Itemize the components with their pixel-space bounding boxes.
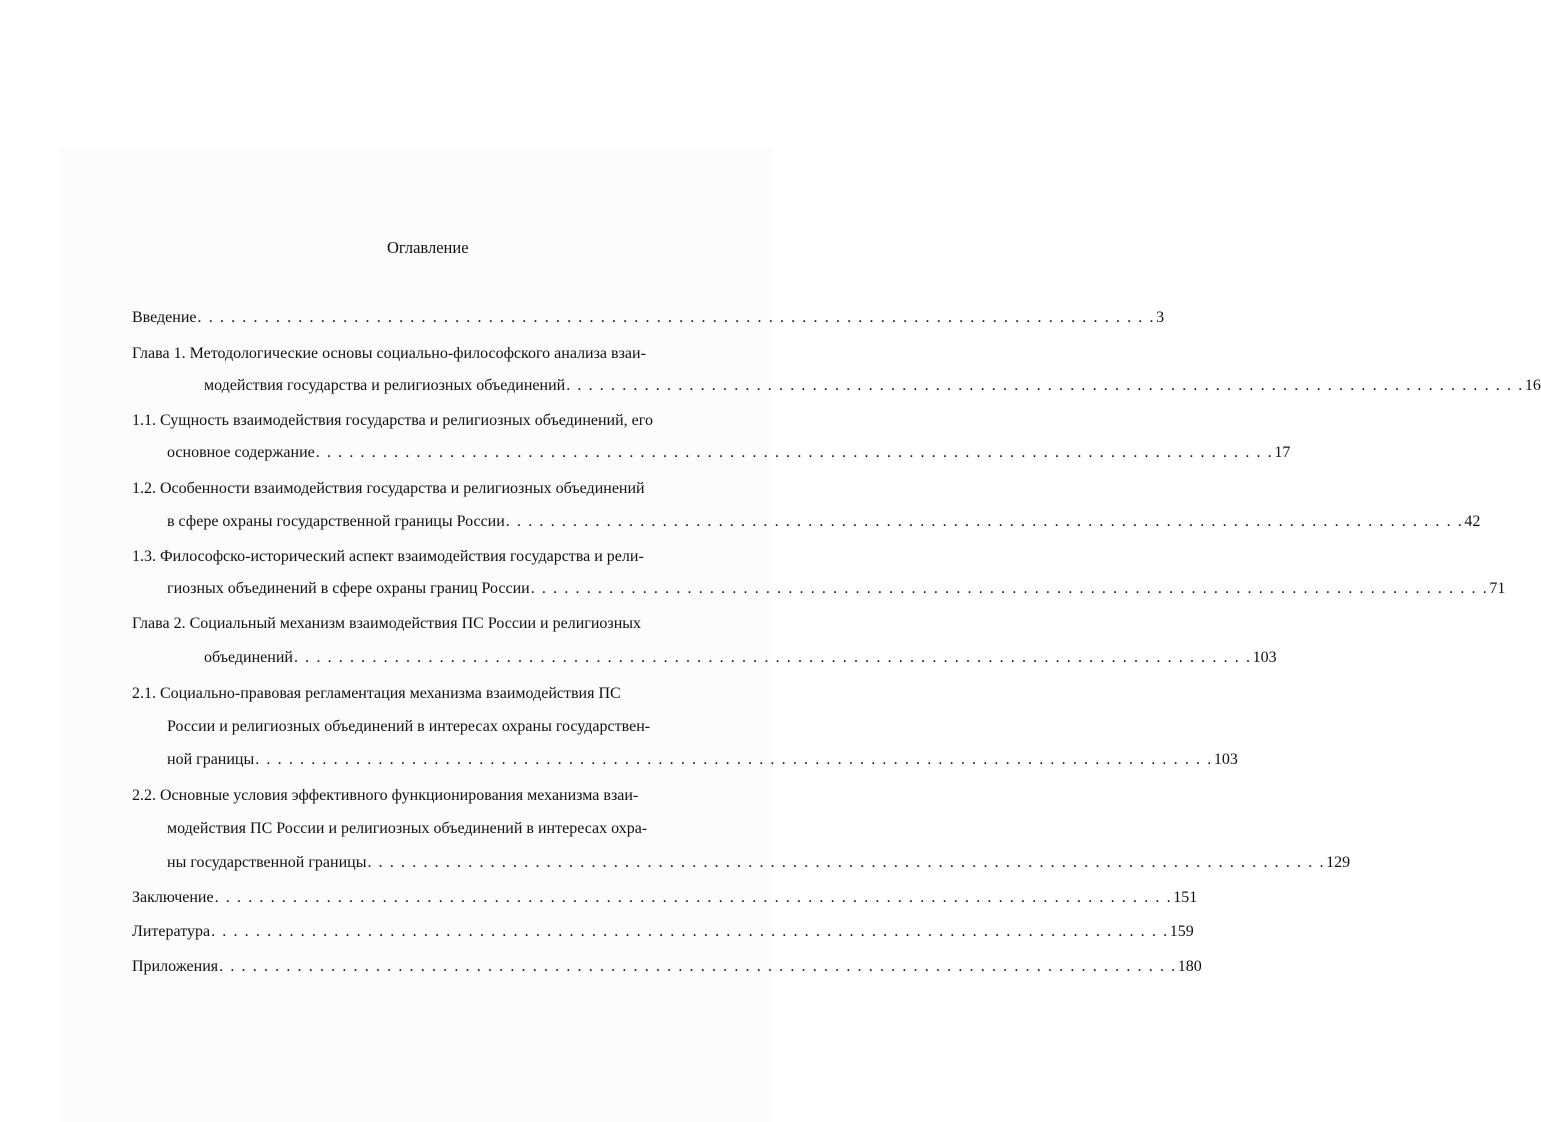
toc-page-number: 159 xyxy=(1169,923,1194,940)
dot-leader: . . . . . . . . . . . . . . . . . . . . . . . . . . . . . . . . . . . . . . . . . . . . . . . . . . . . . . . . . . . . . . . . . . . . . . . . . . . . . . . . . . . . . . xyxy=(367,854,1326,871)
toc-entry-literature xyxy=(132,920,1194,944)
toc-page-number: 42 xyxy=(1464,513,1481,530)
toc-entry-2-2-line-1: 2.2. Основные условия эффективного функционирования механизма взаи- xyxy=(132,787,639,804)
toc-entry-1-1 xyxy=(167,441,1291,465)
toc-page-number: 16 xyxy=(1524,377,1541,394)
dot-leader: . . . . . . . . . . . . . . . . . . . . . . . . . . . . . . . . . . . . . . . . . . . . . . . . . . . . . . . . . . . . . . . . . . . . . . . . . . . . . . . . . . . . . . xyxy=(255,751,1213,768)
toc-entry-1-2-line-1: 1.2. Особенности взаимодействия государства и религиозных объединений xyxy=(132,480,645,497)
toc-entry-label: гиозных объединений в сфере охраны границ России xyxy=(167,580,530,597)
dot-leader: . . . . . . . . . . . . . . . . . . . . . . . . . . . . . . . . . . . . . . . . . . . . . . . . . . . . . . . . . . . . . . . . . . . . . . . . . . . . . . . . . . . . . . xyxy=(315,444,1274,461)
toc-entry-label: основное содержание xyxy=(167,444,315,461)
dot-leader: . . . . . . . . . . . . . . . . . . . . . . . . . . . . . . . . . . . . . . . . . . . . . . . . . . . . . . . . . . . . . . . . . . . . . . . . . . . . . . . . . . . . . . xyxy=(197,309,1156,326)
toc-entry-2-2-line-2: модействия ПС России и религиозных объединений в интересах охра- xyxy=(167,820,648,837)
toc-page-number: 71 xyxy=(1489,580,1506,597)
toc-entry-label: ны государственной границы xyxy=(167,854,367,871)
toc-entry-2-2 xyxy=(167,851,1351,875)
dot-leader: . . . . . . . . . . . . . . . . . . . . . . . . . . . . . . . . . . . . . . . . . . . . . . . . . . . . . . . . . . . . . . . . . . . . . . . . . . . . . . . . . . . . . . xyxy=(505,513,1464,530)
toc-page-number: 180 xyxy=(1177,958,1202,975)
toc-entry-label: Литература xyxy=(132,923,211,940)
toc-entry-chapter-1-line-1: Глава 1. Методологические основы социально-философского анализа взаи- xyxy=(132,345,646,362)
toc-entry-conclusion xyxy=(132,886,1198,910)
toc-entry-label: в сфере охраны государственной границы России xyxy=(167,513,505,530)
toc-entry-label: объединений xyxy=(204,649,293,666)
toc-entry-chapter-1 xyxy=(204,374,1541,398)
toc-entry-label: Заключение xyxy=(132,889,214,906)
toc-entry-1-3 xyxy=(167,577,1506,601)
toc-entry-1-1-line-1: 1.1. Сущность взаимодействия государства и религиозных объединений, его xyxy=(132,412,653,429)
toc-entry-introduction xyxy=(132,306,1165,330)
toc-page-number: 151 xyxy=(1173,889,1198,906)
toc-page-number: 129 xyxy=(1326,854,1351,871)
dot-leader: . . . . . . . . . . . . . . . . . . . . . . . . . . . . . . . . . . . . . . . . . . . . . . . . . . . . . . . . . . . . . . . . . . . . . . . . . . . . . . . . . . . . . . xyxy=(293,649,1252,666)
toc-entry-2-1-line-2: России и религиозных объединений в интересах охраны государствен- xyxy=(167,718,651,735)
toc-page-number: 103 xyxy=(1213,751,1238,768)
dot-leader: . . . . . . . . . . . . . . . . . . . . . . . . . . . . . . . . . . . . . . . . . . . . . . . . . . . . . . . . . . . . . . . . . . . . . . . . . . . . . . . . . . . . . . xyxy=(530,580,1489,597)
toc-entry-1-2 xyxy=(167,510,1481,534)
toc-page-number: 103 xyxy=(1252,649,1277,666)
dot-leader: . . . . . . . . . . . . . . . . . . . . . . . . . . . . . . . . . . . . . . . . . . . . . . . . . . . . . . . . . . . . . . . . . . . . . . . . . . . . . . . . . . . . . . xyxy=(214,889,1173,906)
toc-title: Оглавление xyxy=(387,238,469,257)
toc-page-number: 3 xyxy=(1156,309,1165,326)
dot-leader: . . . . . . . . . . . . . . . . . . . . . . . . . . . . . . . . . . . . . . . . . . . . . . . . . . . . . . . . . . . . . . . . . . . . . . . . . . . . . . . . . . . . . . xyxy=(566,377,1524,394)
dot-leader: . . . . . . . . . . . . . . . . . . . . . . . . . . . . . . . . . . . . . . . . . . . . . . . . . . . . . . . . . . . . . . . . . . . . . . . . . . . . . . . . . . . . . . xyxy=(219,958,1177,975)
toc-entry-chapter-2-line-1: Глава 2. Социальный механизм взаимодействия ПС России и религиозных xyxy=(132,615,642,632)
toc-entry-label: Введение xyxy=(132,309,197,326)
toc-entry-2-1 xyxy=(167,748,1238,772)
toc-entry-chapter-2 xyxy=(204,646,1277,670)
toc-page-number: 17 xyxy=(1274,444,1291,461)
toc-entry-2-1-line-1: 2.1. Социально-правовая регламентация механизма взаимодействия ПС xyxy=(132,685,621,702)
toc-entry-label: Приложения xyxy=(132,958,219,975)
toc-entry-1-3-line-1: 1.3. Философско-исторический аспект взаимодействия государства и рели- xyxy=(132,548,644,565)
toc-entry-label: ной границы xyxy=(167,751,255,768)
toc-entry-label: модействия государства и религиозных объединений xyxy=(204,377,566,394)
dot-leader: . . . . . . . . . . . . . . . . . . . . . . . . . . . . . . . . . . . . . . . . . . . . . . . . . . . . . . . . . . . . . . . . . . . . . . . . . . . . . . . . . . . . . . xyxy=(211,923,1169,940)
toc-entry-appendices xyxy=(132,955,1202,979)
